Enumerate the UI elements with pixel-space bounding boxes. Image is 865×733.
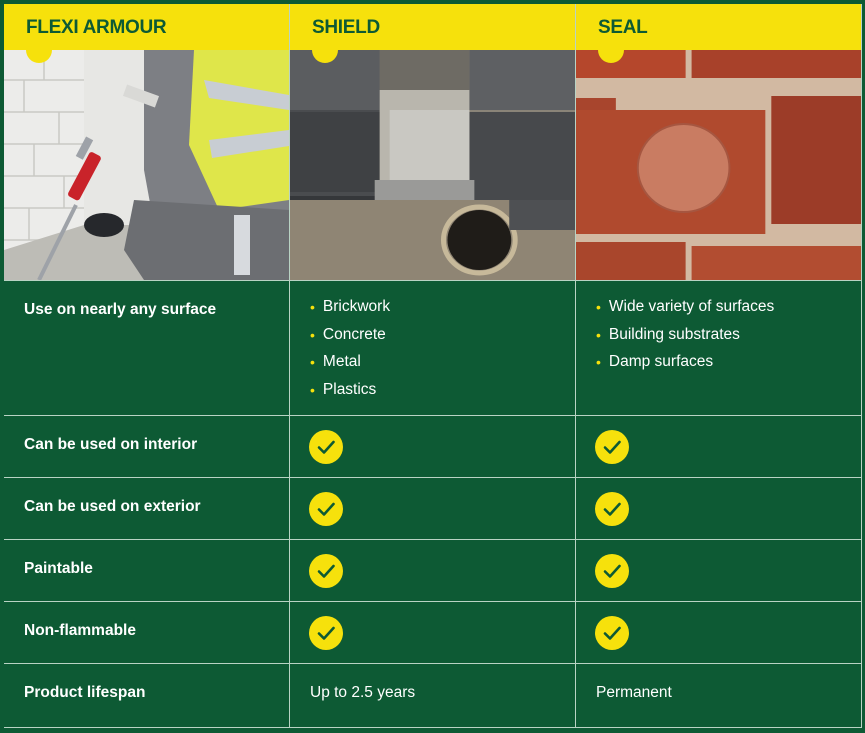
list-item-text: Building substrates — [608, 325, 740, 343]
checkmark-icon — [309, 616, 343, 650]
list-item — [310, 381, 575, 409]
list-item — [310, 353, 575, 381]
column-title: SEAL — [598, 17, 648, 38]
row-label-lifespan: Product lifespan — [4, 663, 289, 727]
row-label-exterior: Can be used on exterior — [4, 477, 289, 539]
air-brick-hole-photo — [289, 50, 575, 280]
list-item — [596, 326, 861, 354]
shield-exterior-cell — [289, 477, 575, 539]
bullet-icon: • — [310, 354, 315, 371]
column-header-flexi-armour — [4, 4, 289, 50]
list-item-text: Concrete — [322, 325, 386, 343]
checkmark-icon — [595, 554, 629, 588]
column-title: SHIELD — [312, 17, 380, 38]
shield-lifespan-value: Up to 2.5 years — [289, 663, 575, 727]
bullet-icon: • — [596, 326, 601, 343]
column-header-shield — [289, 4, 575, 50]
list-item-text: Brickwork — [322, 298, 391, 315]
row-label-paintable: Paintable — [4, 539, 289, 601]
bullet-icon: • — [596, 299, 601, 315]
list-item-text: Damp surfaces — [608, 353, 714, 371]
list-item — [596, 298, 861, 326]
list-item — [596, 353, 861, 381]
seal-paintable-cell — [575, 539, 861, 601]
bullet-icon: • — [596, 354, 601, 371]
bullet-icon: • — [310, 299, 315, 315]
row-label-surface: Use on nearly any surface — [4, 280, 289, 415]
checkmark-icon — [309, 554, 343, 588]
checkmark-icon — [309, 430, 343, 464]
seal-exterior-cell — [575, 477, 861, 539]
shield-non-flammable-cell — [289, 601, 575, 663]
checkmark-icon — [595, 430, 629, 464]
row-label-non-flammable: Non-flammable — [4, 601, 289, 663]
seal-interior-cell — [575, 415, 861, 477]
patched-brick-photo — [575, 50, 861, 280]
shield-interior-cell — [289, 415, 575, 477]
seal-non-flammable-cell — [575, 601, 861, 663]
shield-surface-list — [289, 280, 575, 415]
comparison-table — [4, 4, 862, 728]
seal-surface-list — [575, 280, 861, 415]
checkmark-icon — [595, 616, 629, 650]
bullet-icon: • — [310, 382, 315, 399]
checkmark-icon — [309, 492, 343, 526]
seal-lifespan-value: Permanent — [575, 663, 861, 727]
row-label-interior: Can be used on interior — [4, 415, 289, 477]
list-item — [310, 326, 575, 354]
list-item-text: Plastics — [322, 381, 377, 399]
list-item-text: Wide variety of surfaces — [608, 298, 775, 315]
sealant-gun-photo — [4, 50, 289, 280]
bullet-icon: • — [310, 326, 315, 343]
shield-paintable-cell — [289, 539, 575, 601]
column-title: FLEXI ARMOUR — [26, 17, 167, 38]
list-item — [310, 298, 575, 326]
checkmark-icon — [595, 492, 629, 526]
column-header-seal — [575, 4, 861, 50]
list-item-text: Metal — [322, 353, 361, 371]
